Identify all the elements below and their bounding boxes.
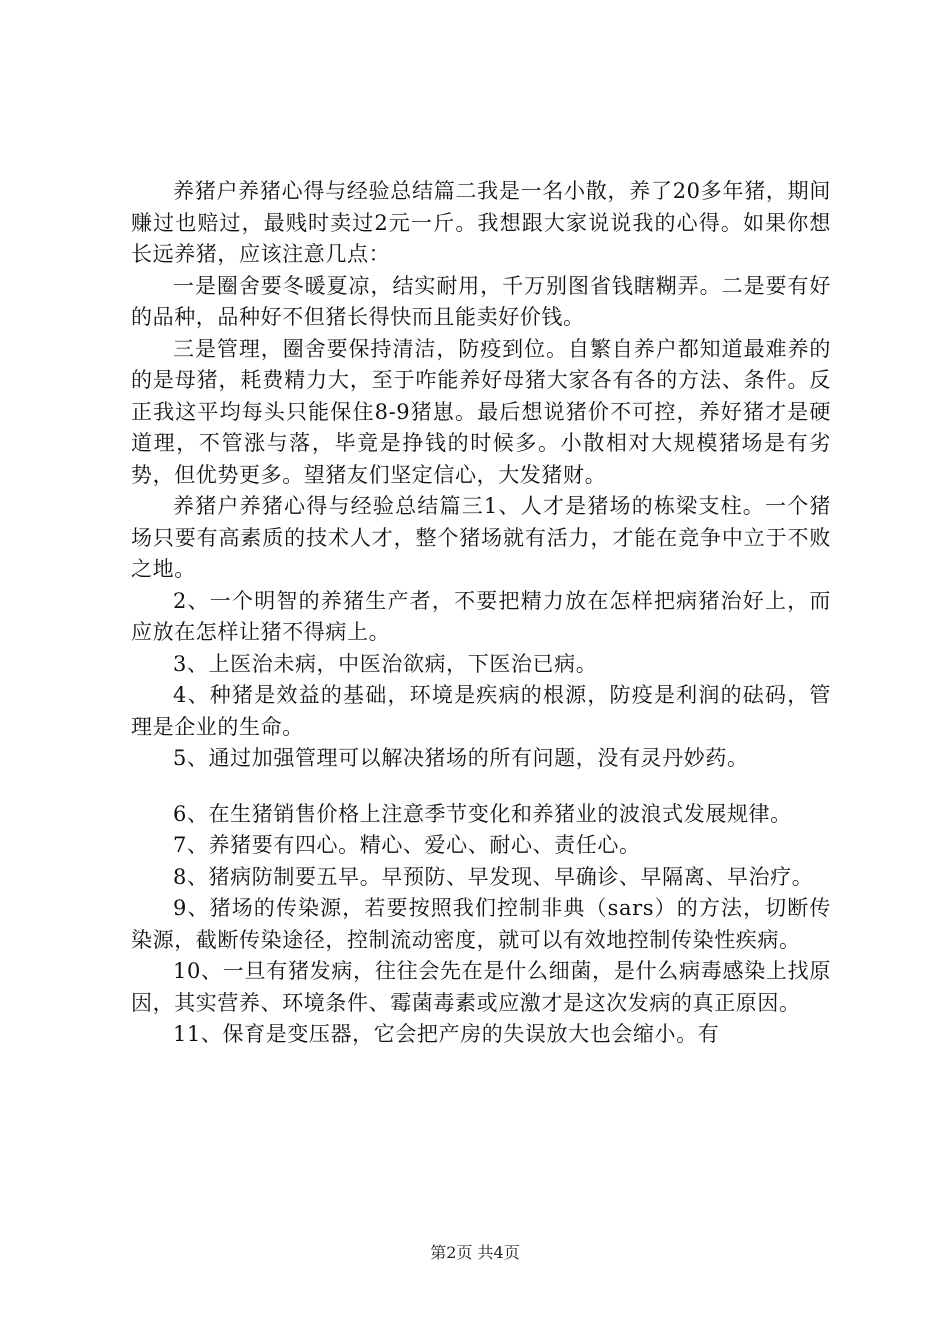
paragraph-item-10: 10、一旦有猪发病，往往会先在是什么细菌，是什么病毒感染上找原因，其实营养、环境条件、霉菌毒素或应激才是这次发病的真正原因。 [131,959,831,1015]
paragraph-item-9: 9、猪场的传染源，若要按照我们控制非典（sars）的方法，切断传染源，截断传染途径，控制流动密度，就可以有效地控制传染性疾病。 [131,896,831,952]
page-number-footer: 第2页 共4页 [430,1243,520,1262]
paragraph-point-1-2: 一是圈舍要冬暖夏凉，结实耐用，千万别图省钱瞎糊弄。二是要有好的品种，品种好不但猪长得快而且能卖好价钱。 [131,273,831,329]
paragraph-item-4: 4、种猪是效益的基础，环境是疾病的根源，防疫是利润的砝码，管理是企业的生命。 [131,683,831,739]
document-body [131,176,831,1051]
paragraph-item-6: 6、在生猪销售价格上注意季节变化和养猪业的波浪式发展规律。 [173,801,792,826]
paragraph-item-11: 11、保育是变压器，它会把产房的失误放大也会缩小。有 [173,1022,720,1046]
paragraph-item-7: 7、养猪要有四心。精心、爱心、耐心、责任心。 [173,833,641,857]
paragraph-item-3: 3、上医治未病，中医治欲病，下医治已病。 [173,651,598,676]
paragraph-intro-part2: 养猪户养猪心得与经验总结篇二我是一名小散，养了20多年猪，期间赚过也赔过，最贱时卖过2元一斤。我想跟大家说说我的心得。如果你想长远养猪，应该注意几点： [131,179,831,266]
paragraph-item-5: 5、通过加强管理可以解决猪场的所有问题，没有灵丹妙药。 [173,746,749,770]
paragraph-intro-part3: 养猪户养猪心得与经验总结篇三1、人才是猪场的栋梁支柱。一个猪场只要有高素质的技术人才，整个猪场就有活力，才能在竞争中立于不败之地。 [131,494,831,581]
paragraph-item-8: 8、猪病防制要五早。早预防、早发现、早确诊、早隔离、早治疗。 [173,864,814,889]
paragraph-item-2: 2、一个明智的养猪生产者，不要把精力放在怎样把病猪治好上，而应放在怎样让猪不得病上。 [131,588,831,644]
paragraph-point-3: 三是管理，圈舍要保持清洁，防疫到位。自繁自养户都知道最难养的的是母猪，耗费精力大，至于咋能养好母猪大家各有各的方法、条件。反正我这平均每头只能保住8-9猪崽。最后想说猪价不可控，养好猪才是硬道理，不管涨与落，毕竟是挣钱的时候多。小散相对大规模猪场是有劣势，但优势更多。望猪友们坚定信心，大发猪财。 [131,336,831,487]
